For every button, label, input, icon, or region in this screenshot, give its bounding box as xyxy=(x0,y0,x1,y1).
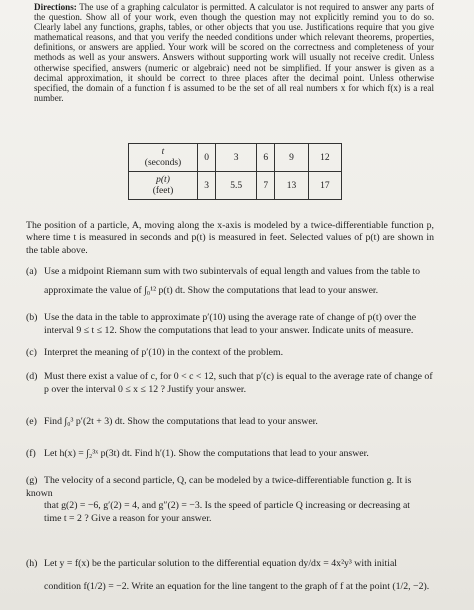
question-text-line1: The velocity of a second particle, Q, can be modeled by a twice-differentiable function g. It is known xyxy=(26,475,412,499)
question-text-line1: Use a midpoint Riemann sum with two subintervals of equal length and values from the table to xyxy=(44,266,421,277)
table-unit-seconds: (seconds) xyxy=(144,157,182,168)
question-label: (e) xyxy=(26,416,37,427)
question-e xyxy=(26,416,436,429)
table-cell: 6 xyxy=(257,144,275,172)
question-text-line3: time t = 2 ? Give a reason for your answer. xyxy=(44,512,212,524)
question-label: (b) xyxy=(26,312,38,323)
question-text-line2: interval 9 ≤ t ≤ 12. Show the computations that lead to your answer. Indicate units of measure. xyxy=(44,324,414,336)
table-cell: 13 xyxy=(275,172,308,200)
question-label: (h) xyxy=(26,558,38,569)
table-var-p: p(t) xyxy=(156,174,170,185)
table-cell: 3 xyxy=(216,144,257,172)
question-text-line1: Let h(x) = ∫₂³ˣ p(3t) dt. Find h′(1). Show the computations that lead to your answer. xyxy=(44,448,369,459)
table-var-t: t xyxy=(161,146,165,157)
question-text-line1: Let y = f(x) be the particular solution to the differential equation dy/dx = 4x²y³ with initial xyxy=(44,558,398,569)
table-unit-feet: (feet) xyxy=(152,185,174,196)
question-text-line2: condition f(1/2) = −2. Write an equation for the line tangent to the graph of f at the point (1/2, −2). xyxy=(44,580,430,592)
table-cell: 7 xyxy=(257,172,275,200)
question-label: (a) xyxy=(26,266,37,277)
question-text-line1: Must there exist a value of c, for 0 < c < 12, such that p′(c) is equal to the average rate of change of xyxy=(44,371,433,382)
question-h xyxy=(26,558,436,593)
question-c xyxy=(26,347,436,360)
table-row-t xyxy=(129,144,342,172)
problem-intro: The position of a particle, A, moving along the x-axis is modeled by a twice-differentiable function p, where time t is measured in seconds and p(t) is measured in feet. Selected values of p(t) are shown in the table above. xyxy=(26,220,434,256)
directions-paragraph xyxy=(34,2,434,103)
question-b xyxy=(26,312,436,337)
question-text-line2: that g(2) = −6, g′(2) = 4, and g″(2) = −3. Is the speed of particle Q increasing or decreasing at xyxy=(44,500,411,511)
directions-heading: Directions: xyxy=(34,2,77,12)
question-label: (c) xyxy=(26,347,37,358)
table-cell: 12 xyxy=(308,144,341,172)
question-g xyxy=(26,475,436,525)
question-label: (d) xyxy=(26,371,38,382)
question-label: (g) xyxy=(26,475,38,486)
question-text-line1: Use the data in the table to approximate p′(10) using the average rate of change of p(t) over the xyxy=(44,312,417,323)
question-text-line2: approximate the value of ∫₀¹² p(t) dt. Show the computations that lead to your answer. xyxy=(44,284,379,296)
question-text-line1: Interpret the meaning of p′(10) in the context of the problem. xyxy=(44,347,284,358)
question-d xyxy=(26,371,436,396)
question-a xyxy=(26,266,436,297)
question-f xyxy=(26,448,436,461)
table-cell: 5.5 xyxy=(216,172,257,200)
table-cell: 9 xyxy=(275,144,308,172)
question-text-line2: p over the interval 0 ≤ x ≤ 12 ? Justify your answer. xyxy=(44,383,247,395)
question-label: (f) xyxy=(26,448,36,459)
table-row-p xyxy=(129,172,342,200)
values-table xyxy=(128,143,342,200)
table-cell: 17 xyxy=(308,172,341,200)
table-header-p xyxy=(129,172,198,200)
directions-text: The use of a graphing calculator is permitted. A calculator is not required to answer any parts of the question. Show all of your work, even though the question may not explicitly remind you to do so. Clearly label any functions, graphs, tables, or other objects that you use. Justifications require that you give mathematical reasons, and that you verify the needed conditions under which relevant theorems, properties, definitions, or answers are applied. Your work will be scored on the correctness and completeness of your methods as well as your answers. Answers without supporting work will usually not receive credit. Unless otherwise specified, answers (numeric or algebraic) need not be simplified. If your answer is given as a decimal approximation, it should be correct to three places after the decimal point. Unless otherwise specified, the domain of a function f is assumed to be the set of all real numbers x for which f(x) is a real number. xyxy=(34,2,435,103)
table-header-t xyxy=(129,144,198,172)
question-text-line1: Find ∫₀³ p′(2t + 3) dt. Show the computations that lead to your answer. xyxy=(44,416,318,427)
table-cell: 0 xyxy=(198,144,216,172)
table-cell: 3 xyxy=(198,172,216,200)
